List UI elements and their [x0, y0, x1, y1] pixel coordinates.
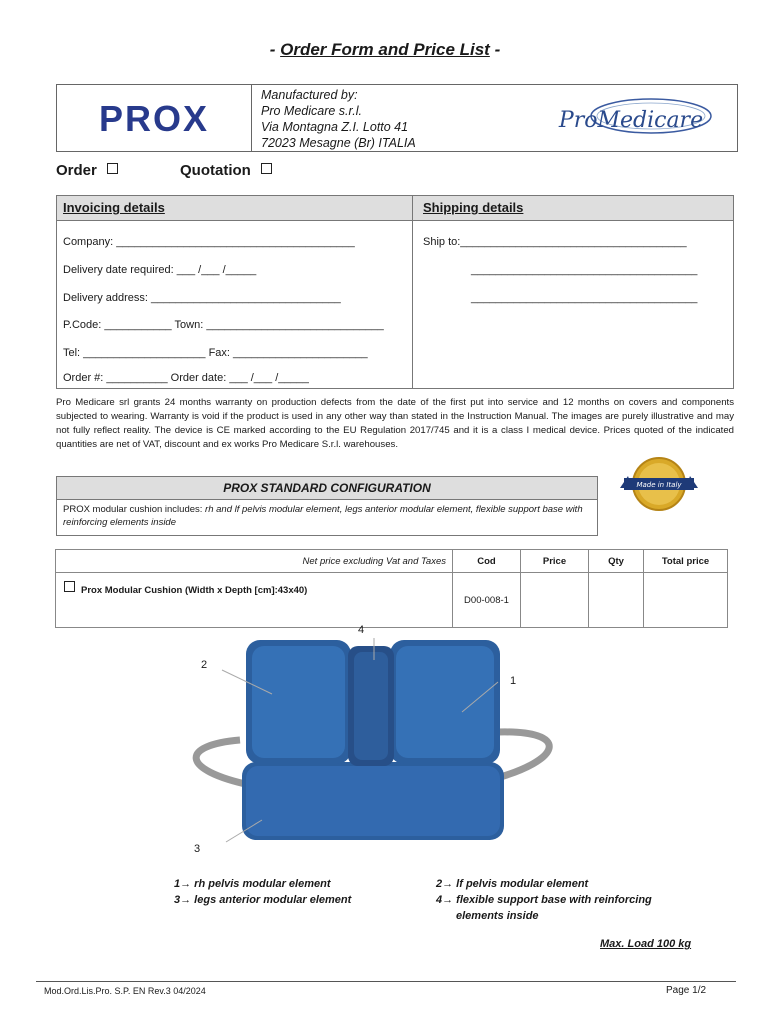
footer-page-number: Page 1/2: [666, 985, 707, 996]
title-prefix: -: [269, 40, 281, 59]
legend-item: 3→ legs anterior modular element: [174, 894, 352, 906]
order-number-field[interactable]: Order #: __________ Order date: ___ /___ /_____: [63, 372, 309, 384]
made-in-italy-seal-icon: [620, 454, 698, 514]
column-divider: [412, 196, 413, 388]
max-load-note: Max. Load 100 kg: [600, 938, 692, 950]
legend-item: 4→ flexible support base with reinforcing: [436, 894, 652, 906]
ship-to-line[interactable]: _____________________________________: [471, 292, 698, 304]
configuration-items: rh and lf pelvis modular element, legs anterior modular element, flexible support base with reinforcing elements inside: [63, 504, 583, 528]
seal-text: Made in Italy: [636, 481, 682, 489]
prox-logo-text: PROX: [98, 98, 210, 139]
column-header-price: Price: [521, 550, 589, 573]
column-header-total-price: Total price: [644, 550, 728, 573]
net-price-note: Net price excluding Vat and Taxes: [56, 550, 453, 573]
order-option[interactable]: [56, 162, 118, 179]
address-line: Manufactured by:: [261, 88, 358, 102]
quotation-label: Quotation: [180, 162, 251, 179]
ship-to-line[interactable]: _____________________________________: [471, 264, 698, 276]
cushion-illustration: [170, 620, 600, 870]
prox-logo: [57, 85, 251, 151]
column-header-qty: Qty: [589, 550, 644, 573]
configuration-intro: PROX modular cushion includes:: [63, 504, 206, 515]
pcode-town-field[interactable]: P.Code: ___________ Town: _____________________________: [63, 319, 384, 331]
price-table: [55, 549, 728, 628]
legend-item: 2→ lf pelvis modular element: [436, 878, 589, 890]
legend-right: [436, 876, 652, 924]
quotation-option[interactable]: [180, 162, 272, 179]
invoicing-title: Invoicing details: [63, 200, 165, 215]
order-label: Order: [56, 162, 97, 179]
figure-label-2: 2: [201, 659, 208, 671]
manufacturer-address: [261, 87, 416, 151]
shipping-title: Shipping details: [423, 200, 524, 215]
promedicare-logo-text: ProMedicare: [558, 108, 704, 133]
company-field[interactable]: Company: _______________________________________: [63, 236, 355, 248]
figure-label-1: 1: [510, 675, 517, 687]
page-title: [0, 40, 770, 60]
order-checkbox[interactable]: [107, 163, 118, 174]
total-price-input[interactable]: [644, 573, 728, 628]
address-line: Via Montagna Z.I. Lotto 41: [261, 120, 409, 134]
footer-divider: [36, 981, 736, 982]
address-line: 72023 Mesagne (Br) ITALIA: [261, 136, 416, 150]
address-line: Pro Medicare s.r.l.: [261, 104, 362, 118]
tel-fax-field[interactable]: Tel: ____________________ Fax: ______________________: [63, 347, 368, 359]
configuration-description: [63, 503, 583, 529]
promedicare-logo: [531, 91, 731, 145]
figure-label-3: 3: [194, 843, 201, 855]
legend-item: elements inside: [456, 910, 539, 922]
title-text: Order Form and Price List: [280, 40, 490, 59]
legend-left: [174, 876, 351, 908]
prox-logo-cell: [57, 85, 252, 151]
warranty-paragraph: Pro Medicare srl grants 24 months warranty on production defects from the date of the first put into service and 12 months on covers and components subjected to wearing. Warranty is void if the product is used in any other way than stated in the Instruction Manual. The images are purely illustrative and may not fully reflect reality. The device is CE marked according to the EU Regulation 2017/745 and it is a class I medical device. Prices quoted of the indicated quantities are net of VAT, discount and ex works Pro Medicare S.r.l. warehouses.: [56, 397, 734, 450]
standard-configuration-box: [56, 476, 598, 536]
delivery-date-field[interactable]: Delivery date required: ___ /___ /_____: [63, 264, 257, 276]
title-suffix: -: [489, 40, 501, 59]
figure-label-4: 4: [358, 624, 365, 636]
legend-item: 1→ rh pelvis modular element: [174, 878, 331, 890]
ship-to-field[interactable]: Ship to:_____________________________________: [423, 236, 687, 248]
delivery-address-field[interactable]: Delivery address: _______________________________: [63, 292, 341, 304]
product-code: D00-008-1: [453, 573, 521, 628]
product-description: Prox Modular Cushion (Width x Depth [cm]:43x40): [81, 585, 308, 596]
manufacturer-header: [56, 84, 738, 152]
column-header-cod: Cod: [453, 550, 521, 573]
details-table: [56, 195, 734, 389]
quotation-checkbox[interactable]: [261, 163, 272, 174]
configuration-title: PROX STANDARD CONFIGURATION: [57, 477, 597, 500]
details-header: [57, 196, 733, 221]
footer-revision: Mod.Ord.Lis.Pro. S.P. EN Rev.3 04/2024: [44, 986, 206, 996]
product-checkbox[interactable]: [64, 581, 75, 592]
